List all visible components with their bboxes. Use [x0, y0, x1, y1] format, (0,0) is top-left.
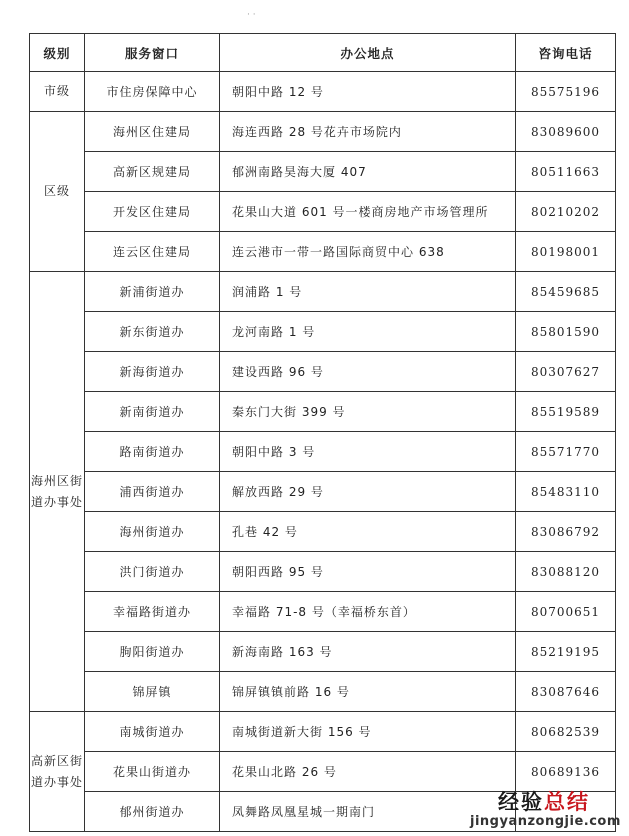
table-row	[30, 592, 616, 632]
phone-cell: 80682539	[516, 712, 616, 752]
phone-cell: 80210202	[516, 192, 616, 232]
address-cell: 南城街道新大街 156 号	[220, 712, 516, 752]
address-cell: 花果山大道 601 号一楼商房地产市场管理所	[220, 192, 516, 232]
address-cell: 秦东门大街 399 号	[220, 392, 516, 432]
level-cell: 高新区街道办事处	[30, 712, 85, 832]
table-header-row	[30, 34, 616, 72]
table-row	[30, 112, 616, 152]
window-cell: 市住房保障中心	[85, 72, 220, 112]
table-row	[30, 152, 616, 192]
window-cell: 连云区住建局	[85, 232, 220, 272]
window-cell: 浦西街道办	[85, 472, 220, 512]
address-cell: 花果山北路 26 号	[220, 752, 516, 792]
window-cell: 锦屏镇	[85, 672, 220, 712]
window-cell: 新浦街道办	[85, 272, 220, 312]
header-dots: · ·	[247, 10, 256, 20]
phone-cell: 85575196	[516, 72, 616, 112]
watermark-title-part1: 经验	[498, 790, 544, 814]
phone-cell: 85801590	[516, 312, 616, 352]
watermark-title-part2: 总结	[544, 790, 590, 814]
address-cell: 郁洲南路昊海大厦 407	[220, 152, 516, 192]
phone-cell: 83089600	[516, 112, 616, 152]
window-cell: 高新区规建局	[85, 152, 220, 192]
phone-cell: 80307627	[516, 352, 616, 392]
window-cell: 新海街道办	[85, 352, 220, 392]
level-cell: 市级	[30, 72, 85, 112]
table-row	[30, 712, 616, 752]
level-cell: 区级	[30, 112, 85, 272]
address-cell: 凤舞路凤凰星城一期南门	[220, 792, 516, 832]
phone-cell: 85459685	[516, 272, 616, 312]
window-cell: 海州区住建局	[85, 112, 220, 152]
window-cell: 新东街道办	[85, 312, 220, 352]
address-cell: 海连西路 28 号花卉市场院内	[220, 112, 516, 152]
watermark-url: jingyanzongjie.com	[470, 814, 621, 829]
table-row	[30, 472, 616, 512]
phone-cell: 83086792	[516, 512, 616, 552]
header-window: 服务窗口	[85, 34, 220, 72]
window-cell: 南城街道办	[85, 712, 220, 752]
address-cell: 建设西路 96 号	[220, 352, 516, 392]
table-row	[30, 312, 616, 352]
header-level: 级别	[30, 34, 85, 72]
table-row	[30, 672, 616, 712]
phone-cell: 80511663	[516, 152, 616, 192]
address-cell: 连云港市一带一路国际商贸中心 638	[220, 232, 516, 272]
phone-cell: 80700651	[516, 592, 616, 632]
address-cell: 解放西路 29 号	[220, 472, 516, 512]
address-cell: 幸福路 71-8 号（幸福桥东首）	[220, 592, 516, 632]
service-window-table	[29, 33, 616, 832]
address-cell: 龙河南路 1 号	[220, 312, 516, 352]
address-cell: 孔巷 42 号	[220, 512, 516, 552]
window-cell: 路南街道办	[85, 432, 220, 472]
header-phone: 咨询电话	[516, 34, 616, 72]
phone-cell: 83088120	[516, 552, 616, 592]
table-row	[30, 352, 616, 392]
window-cell: 新南街道办	[85, 392, 220, 432]
table-row	[30, 432, 616, 472]
table-row	[30, 552, 616, 592]
phone-cell: 80198001	[516, 232, 616, 272]
header-address: 办公地点	[220, 34, 516, 72]
window-cell: 海州街道办	[85, 512, 220, 552]
phone-cell: 80689136	[516, 752, 616, 792]
watermark-logo	[498, 786, 590, 816]
phone-cell: 85219195	[516, 632, 616, 672]
address-cell: 锦屏镇镇前路 16 号	[220, 672, 516, 712]
window-cell: 朐阳街道办	[85, 632, 220, 672]
phone-cell: 85571770	[516, 432, 616, 472]
window-cell: 幸福路街道办	[85, 592, 220, 632]
window-cell: 洪门街道办	[85, 552, 220, 592]
address-cell: 朝阳中路 3 号	[220, 432, 516, 472]
phone-cell: 85483110	[516, 472, 616, 512]
table-row	[30, 192, 616, 232]
address-cell: 润浦路 1 号	[220, 272, 516, 312]
table-row	[30, 392, 616, 432]
address-cell: 朝阳西路 95 号	[220, 552, 516, 592]
table-body	[30, 72, 616, 832]
table-row	[30, 232, 616, 272]
address-cell: 朝阳中路 12 号	[220, 72, 516, 112]
window-cell: 花果山街道办	[85, 752, 220, 792]
window-cell: 郁州街道办	[85, 792, 220, 832]
table-row	[30, 632, 616, 672]
address-cell: 新海南路 163 号	[220, 632, 516, 672]
window-cell: 开发区住建局	[85, 192, 220, 232]
level-cell: 海州区街道办事处	[30, 272, 85, 712]
table-row	[30, 72, 616, 112]
phone-cell: 85519589	[516, 392, 616, 432]
table-row	[30, 272, 616, 312]
phone-cell: 83087646	[516, 672, 616, 712]
table-row	[30, 512, 616, 552]
